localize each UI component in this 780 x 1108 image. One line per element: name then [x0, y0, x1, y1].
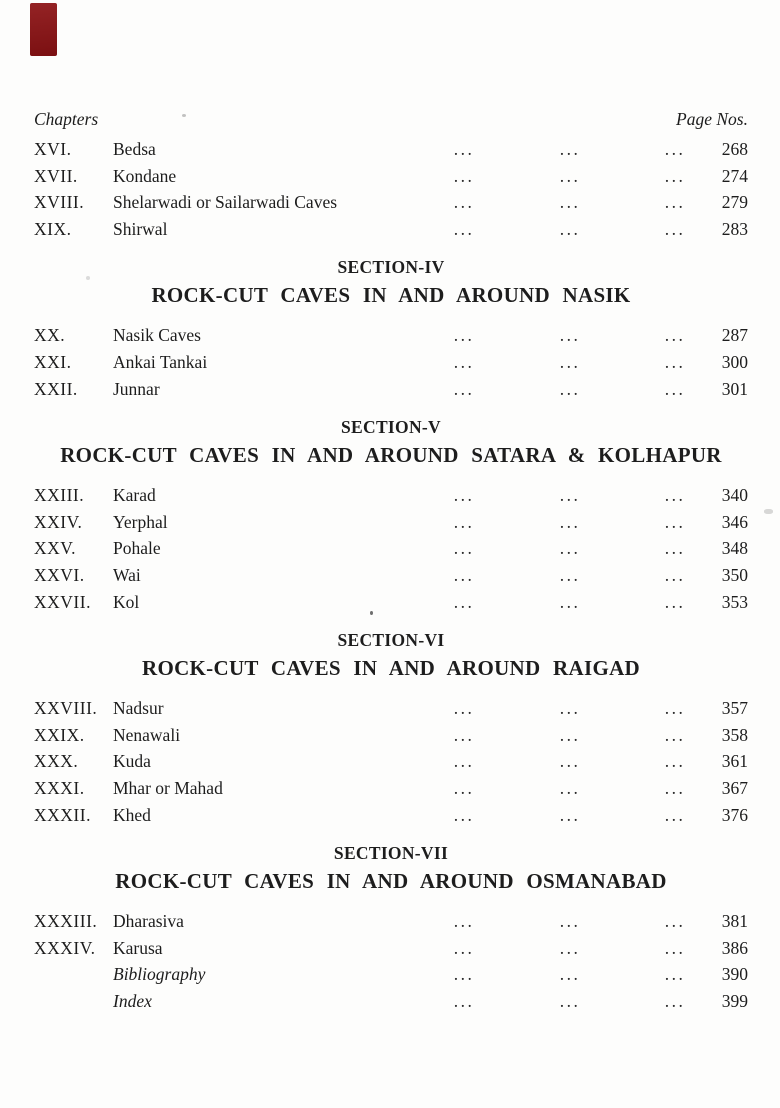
dots-leader: ... [453, 139, 475, 159]
chapter-title: Bedsa [113, 139, 156, 159]
dots-leader: ... [453, 192, 475, 213]
scan-speck [764, 509, 773, 514]
dots-leader: ... [559, 911, 581, 932]
section-label: SECTION-VII [333, 843, 449, 864]
chapter-title: Ankai Tankai [113, 351, 208, 372]
dots-leader: ... [453, 485, 475, 506]
page-number: 386 [721, 937, 748, 958]
dots-leader: ... [559, 538, 581, 559]
toc-row [34, 988, 748, 1015]
dots-leader: ... [664, 351, 686, 372]
toc-row [34, 322, 748, 349]
dots-leader: ... [559, 165, 581, 186]
chapter-title: Kol [113, 591, 140, 612]
chapter-number: XXV. [34, 538, 77, 559]
dots-leader: ... [453, 325, 475, 346]
dots-leader: ... [664, 139, 686, 159]
dots-leader: ... [664, 378, 686, 399]
dots-leader: ... [664, 485, 686, 506]
chapter-number: XXVII. [34, 591, 91, 612]
toc-row [34, 961, 748, 988]
dots-leader: ... [453, 990, 475, 1011]
dots-leader: ... [559, 804, 581, 825]
dots-leader: ... [559, 591, 581, 612]
page-number: 301 [721, 378, 748, 399]
dots-leader: ... [664, 564, 686, 585]
dots-leader: ... [664, 937, 686, 958]
dots-leader: ... [559, 698, 581, 719]
dots-leader: ... [559, 218, 581, 239]
toc-header [34, 106, 748, 133]
chapter-number: XVIII. [34, 192, 85, 213]
chapter-title: Bibliography [113, 964, 206, 985]
page-number: 283 [721, 218, 748, 239]
toc-row [34, 482, 748, 509]
page-number: 346 [721, 511, 748, 532]
dots-leader: ... [453, 165, 475, 186]
page-number: 300 [721, 351, 748, 372]
chapter-title: Karusa [113, 937, 163, 958]
toc-row [34, 802, 748, 829]
dots-leader: ... [453, 724, 475, 745]
dots-leader: ... [559, 564, 581, 585]
dots-leader: ... [664, 538, 686, 559]
page-number: 357 [721, 698, 748, 719]
dots-leader: ... [559, 139, 581, 159]
dots-leader: ... [559, 192, 581, 213]
page-number: 350 [721, 564, 748, 585]
section-label: SECTION-V [341, 417, 441, 438]
section-title: ROCK-CUT CAVES IN AND AROUND OSMANABAD [115, 869, 667, 894]
dots-leader: ... [453, 751, 475, 772]
chapter-number: XXIII. [34, 485, 85, 506]
toc-row [34, 349, 748, 376]
page-number: 348 [721, 538, 748, 559]
dots-leader: ... [559, 964, 581, 985]
dots-leader: ... [559, 325, 581, 346]
page-number: 361 [721, 751, 748, 772]
dots-leader: ... [664, 165, 686, 186]
chapter-number: XVI. [34, 139, 72, 159]
chapter-number: XIX. [34, 218, 72, 239]
section-label: SECTION-VI [337, 630, 445, 651]
page-number: 390 [721, 964, 748, 985]
toc-row [34, 722, 748, 749]
toc-row [34, 216, 748, 243]
chapter-number: XVII. [34, 165, 78, 186]
toc-row [34, 695, 748, 722]
dots-leader: ... [453, 538, 475, 559]
dots-leader: ... [664, 964, 686, 985]
chapter-title: Pohale [113, 538, 161, 559]
scan-speck [86, 276, 90, 280]
dots-leader: ... [559, 990, 581, 1011]
toc-row [34, 163, 748, 190]
page-number: 381 [721, 911, 748, 932]
chapter-number: XXIX. [34, 724, 85, 745]
page-number: 376 [721, 804, 748, 825]
dots-leader: ... [559, 751, 581, 772]
toc-body [34, 136, 748, 1014]
page-number: 274 [721, 165, 748, 186]
dots-leader: ... [559, 378, 581, 399]
dots-leader: ... [664, 777, 686, 798]
toc-row [34, 908, 748, 935]
page-number: 358 [721, 724, 748, 745]
dots-leader: ... [453, 378, 475, 399]
dots-leader: ... [453, 511, 475, 532]
chapter-number: XXX. [34, 751, 79, 772]
scan-speck [370, 611, 373, 615]
page-nos-column-heading: Page Nos. [676, 109, 748, 129]
toc-row [34, 509, 748, 536]
dots-leader: ... [453, 218, 475, 239]
toc-row [34, 562, 748, 589]
dots-leader: ... [664, 751, 686, 772]
chapter-title: Kuda [113, 751, 151, 772]
dots-leader: ... [664, 698, 686, 719]
dots-leader: ... [559, 724, 581, 745]
dots-leader: ... [664, 724, 686, 745]
dots-leader: ... [559, 777, 581, 798]
dots-leader: ... [664, 804, 686, 825]
chapter-number: XXXII. [34, 804, 91, 825]
toc-row [34, 535, 748, 562]
chapter-title: Kondane [113, 165, 177, 186]
chapter-title: Khed [113, 804, 151, 825]
dots-leader: ... [664, 325, 686, 346]
dots-leader: ... [453, 937, 475, 958]
chapter-title: Nenawali [113, 724, 181, 745]
chapter-title: Karad [113, 485, 156, 506]
toc-row [34, 136, 748, 163]
section-label: SECTION-IV [337, 257, 445, 278]
chapter-title: Yerphal [113, 511, 168, 532]
dots-leader: ... [664, 591, 686, 612]
chapter-title: Shirwal [113, 218, 168, 239]
dots-leader: ... [559, 937, 581, 958]
dots-leader: ... [664, 511, 686, 532]
chapter-number: XX. [34, 325, 66, 346]
red-ink-mark [30, 3, 57, 56]
page-number: 353 [721, 591, 748, 612]
section-title: ROCK-CUT CAVES IN AND AROUND RAIGAD [141, 656, 641, 681]
chapter-number: XXII. [34, 378, 78, 399]
page-number: 287 [721, 325, 748, 346]
toc-row [34, 189, 748, 216]
page-number: 268 [721, 139, 748, 159]
chapter-title: Nadsur [113, 698, 164, 719]
dots-leader: ... [453, 777, 475, 798]
dots-leader: ... [559, 511, 581, 532]
chapter-number: XXVIII. [34, 698, 98, 719]
chapter-title: Dharasiva [113, 911, 184, 932]
dots-leader: ... [453, 591, 475, 612]
chapter-title: Index [113, 990, 152, 1011]
dots-leader: ... [664, 990, 686, 1011]
section-title: ROCK-CUT CAVES IN AND AROUND NASIK [151, 283, 631, 308]
dots-leader: ... [453, 698, 475, 719]
page-number: 399 [721, 990, 748, 1011]
toc-row [34, 935, 748, 962]
page-number: 279 [721, 192, 748, 213]
dots-leader: ... [664, 911, 686, 932]
dots-leader: ... [453, 911, 475, 932]
page-number: 340 [721, 485, 748, 506]
chapter-title: Junnar [113, 378, 160, 399]
dots-leader: ... [664, 218, 686, 239]
chapter-title: Wai [113, 564, 141, 585]
chapter-title: Nasik Caves [113, 325, 201, 346]
chapter-number: XXI. [34, 351, 72, 372]
dots-leader: ... [453, 564, 475, 585]
dots-leader: ... [664, 192, 686, 213]
chapter-number: XXXIII. [34, 911, 98, 932]
toc-row [34, 376, 748, 403]
toc-row [34, 775, 748, 802]
chapter-number: XXXI. [34, 777, 85, 798]
chapters-column-heading: Chapters [34, 109, 99, 129]
dots-leader: ... [453, 804, 475, 825]
toc-row [34, 748, 748, 775]
dots-leader: ... [453, 964, 475, 985]
page-number: 367 [721, 777, 748, 798]
toc-row [34, 589, 748, 616]
chapter-title: Mhar or Mahad [113, 777, 223, 798]
dots-leader: ... [559, 485, 581, 506]
section-title: ROCK-CUT CAVES IN AND AROUND SATARA & KOLHAPUR [60, 443, 722, 468]
scan-speck [182, 114, 186, 117]
chapter-title: Shelarwadi or Sailarwadi Caves [113, 192, 338, 213]
dots-leader: ... [559, 351, 581, 372]
chapter-number: XXIV. [34, 511, 83, 532]
chapter-number: XXXIV. [34, 937, 96, 958]
chapter-number: XXVI. [34, 564, 85, 585]
dots-leader: ... [453, 351, 475, 372]
